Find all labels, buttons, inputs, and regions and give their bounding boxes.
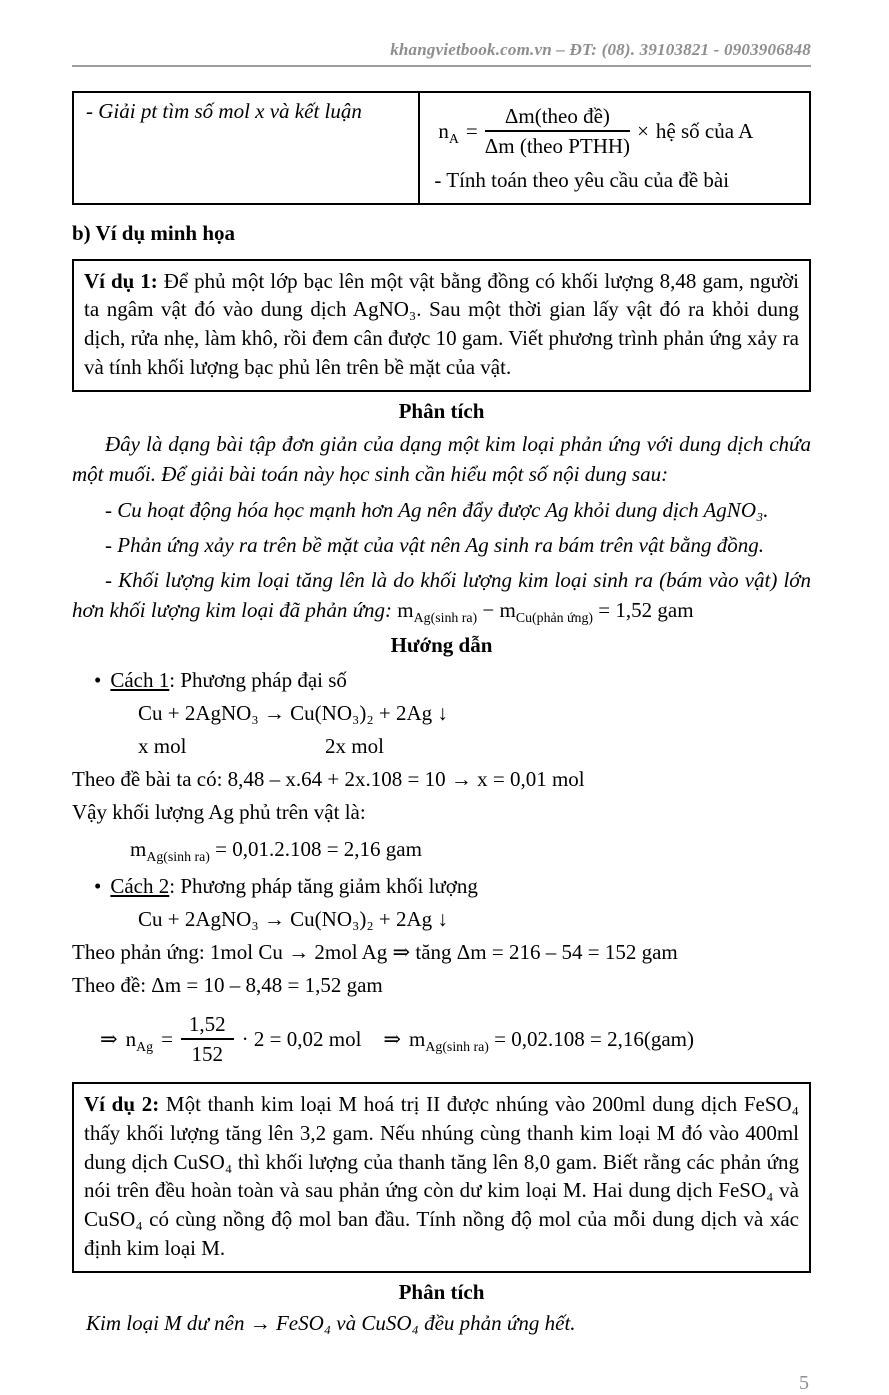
table-cell-formula [419, 92, 810, 204]
mass1-base: m [397, 598, 414, 623]
guide-heading: Hướng dẫn [390, 633, 493, 658]
fraction-numerator: Δm(theo đề) [485, 103, 630, 132]
analysis2-line: Kim loại M dư nên → FeSO₄ và CuSO₄ đều phản ứng hết. [86, 1311, 576, 1336]
mass2-base: m [499, 598, 516, 623]
formula-var-base: n [438, 118, 449, 143]
n-ag-variable [126, 1027, 153, 1052]
example2-label: Ví dụ 2: [84, 1091, 160, 1116]
analysis1-point3-text: - Khối lượng kim loại tăng lên là do khối lượng kim loại sinh ra (bám vào vật) lớn hơn khối lượng kim loại đã phản ứng: [72, 568, 811, 623]
example1-body: Để phủ một lớp bạc lên một vật bằng đồng có khối lượng 8,48 gam, người ta ngâm vật đó vào dung dịch AgNO₃. Sau một thời gian lấy vật đó ra khỏi dung dịch, rửa nhẹ, làm khô, rồi đem cân được 10 gam. Viết phương trình phản ứng xảy ra và tính khối lượng bạc phủ lên trên bề mặt của vật. [84, 268, 799, 380]
final-mass-value: = 0,02.108 = 2,16(gam) [488, 1026, 694, 1051]
formula-fraction [485, 103, 630, 160]
method2-label: Cách 2 [110, 874, 170, 899]
method2-reaction-ratio: Theo phản ứng: 1mol Cu → 2mol Ag ⇒ tăng Δm = 216 – 54 = 152 gam [72, 940, 678, 965]
final-mass-base: m [409, 1026, 426, 1051]
method2-line [72, 874, 811, 899]
result-mass-sub: Ag(sinh ra) [146, 849, 210, 865]
final-fraction-numerator: 1,52 [181, 1011, 234, 1040]
example2-body: Một thanh kim loại M hoá trị II được nhúng vào 200ml dung dịch FeSO₄ thấy khối lượng tăng lên 3,2 gam. Nếu nhúng cùng thanh kim loại M đó vào 400ml dung dịch CuSO₄ thì khối lượng của thanh tăng lên 8,0 gam. Biết rằng các phản ứng nói trên đều hoàn toàn và sau phản ứng còn dư kim loại M. Hai dung dịch FeSO₄ và CuSO₄ có cùng nồng độ mol ban đầu. Tính nồng độ mol của mỗi dung dịch và xác định kim loại M. [84, 1091, 799, 1261]
analysis1-point2: - Phản ứng xảy ra trên bề mặt của vật nên Ag sinh ra bám trên vật bằng đồng. [105, 532, 765, 557]
table-cell-step [73, 92, 419, 204]
section-b-heading: b) Ví dụ minh họa [72, 220, 236, 245]
fraction-denominator: Δm (theo PTHH) [484, 134, 631, 159]
bullet-icon: • [94, 668, 102, 693]
result-mass-value: = 0,01.2.108 = 2,16 gam [209, 837, 422, 862]
formula-times: × [637, 118, 649, 143]
final-mid-expression: · 2 = 0,02 mol [241, 1026, 362, 1051]
mol-quantities-line [72, 734, 811, 759]
result-mass-base: m [130, 837, 147, 862]
method1-equation-solve: Theo đề bài ta có: 8,48 – x.64 + 2x.108 = 10 → x = 0,01 mol [72, 767, 585, 792]
method2-title: : Phương pháp tăng giảm khối lượng [169, 874, 478, 899]
mol-x: x mol [138, 734, 187, 759]
method1-label: Cách 1 [110, 668, 170, 693]
method1-conclusion-intro: Vậy khối lượng Ag phủ trên vật là: [72, 800, 366, 825]
page-header [72, 40, 811, 67]
method-summary-table [72, 91, 811, 205]
analysis1-point3 [72, 566, 811, 626]
formula-suffix: hệ số của A [655, 118, 754, 143]
mass2-sub: Cu(phản ứng) [515, 610, 594, 626]
n-base: n [125, 1026, 137, 1051]
formula-equals: = [465, 118, 478, 143]
reaction-equation-1: Cu + 2AgNO₃ → Cu(NO₃)₂ + 2Ag ↓ [138, 701, 448, 726]
final-equals: = [161, 1026, 173, 1051]
analysis1-heading: Phân tích [398, 399, 485, 424]
mol-2x: 2x mol [325, 734, 384, 759]
mass-minus: − [482, 598, 495, 623]
example2-box [72, 1082, 811, 1274]
final-fraction [181, 1011, 234, 1068]
implies-arrow: ⇒ [383, 1026, 402, 1051]
method1-title: : Phương pháp đại số [169, 668, 347, 693]
mol-formula [432, 99, 797, 162]
method1-line [72, 668, 811, 693]
header-site-info: khangvietbook.com.vn – ĐT: (08). 39103821 - 0903906848 [390, 40, 811, 59]
example1-box [72, 259, 811, 393]
method2-given-delta: Theo đề: Δm = 10 – 8,48 = 1,52 gam [72, 973, 383, 998]
final-mass-sub: Ag(sinh ra) [425, 1039, 489, 1054]
implies-arrow: ⇒ [100, 1026, 118, 1051]
method2-final-formula [72, 1011, 811, 1068]
formula-variable [438, 119, 459, 144]
formula-var-sub: A [448, 130, 459, 146]
final-mass-term [409, 1027, 694, 1052]
method-step-text: - Giải pt tìm số mol x và kết luận [86, 99, 362, 123]
method1-result-formula [72, 837, 811, 865]
analysis2-heading: Phân tích [398, 1280, 485, 1305]
bullet-icon: • [94, 874, 102, 899]
n-sub: Ag [136, 1039, 154, 1054]
final-fraction-denominator: 152 [191, 1042, 224, 1067]
example1-label: Ví dụ 1: [84, 268, 158, 293]
page-number: 5 [799, 1372, 809, 1395]
reaction-equation-2: Cu + 2AgNO₃ → Cu(NO₃)₂ + 2Ag ↓ [138, 907, 448, 932]
analysis1-intro: Đây là dạng bài tập đơn giản của dạng một kim loại phản ứng với dung dịch chứa một muối. Để giải bài toán này học sinh cần hiểu một số nội dung sau: [72, 432, 811, 487]
analysis1-point1: - Cu hoạt động hóa học mạnh hơn Ag nên đẩy được Ag khỏi dung dịch AgNO₃. [105, 498, 769, 522]
mass-result: = 1,52 gam [598, 598, 694, 623]
table-row [73, 92, 810, 204]
mass-difference-formula [397, 598, 694, 626]
formula-note: - Tính toán theo yêu cầu của đề bài [434, 167, 730, 192]
mass1-sub: Ag(sinh ra) [413, 610, 478, 626]
